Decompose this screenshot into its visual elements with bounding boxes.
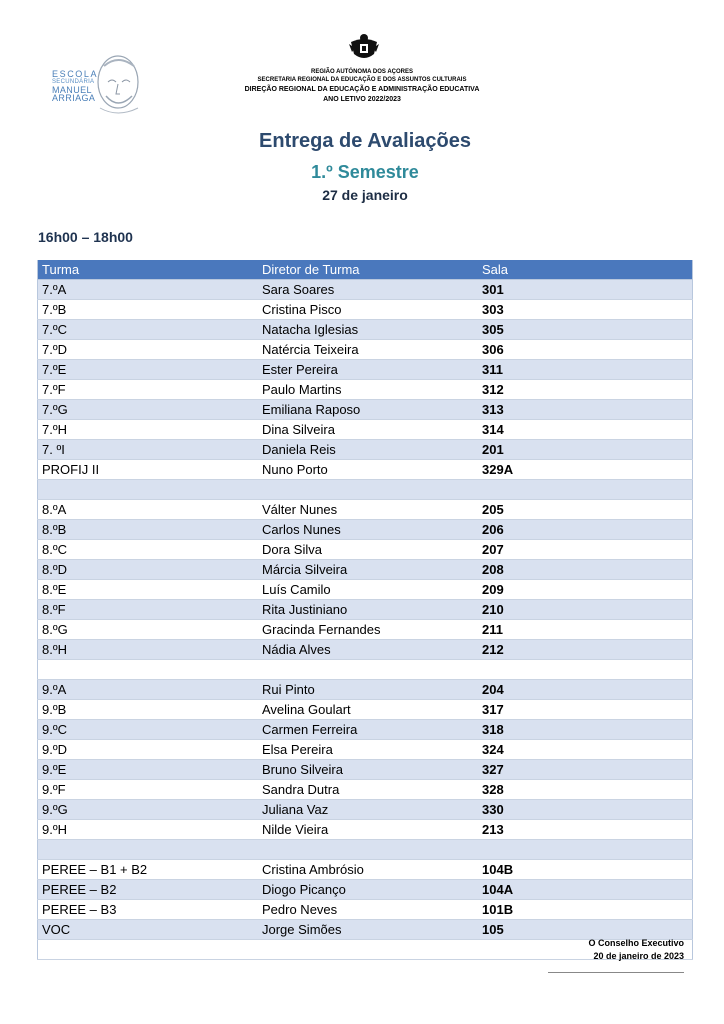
cell-sala: 330 — [478, 800, 693, 820]
cell-turma: PEREE – B3 — [38, 900, 259, 920]
table-row — [38, 620, 693, 640]
cell-diretor: Cristina Pisco — [258, 300, 478, 320]
cell-sala: 313 — [478, 400, 693, 420]
table-row — [38, 860, 693, 880]
table-row — [38, 340, 693, 360]
signature-line — [548, 972, 684, 973]
cell-sala: 101B — [478, 900, 693, 920]
cell-turma: 8.ºA — [38, 500, 259, 520]
table-row — [38, 600, 693, 620]
table-row — [38, 280, 693, 300]
table-row — [38, 560, 693, 580]
assessment-table — [37, 260, 693, 960]
cell-turma: 9.ºA — [38, 680, 259, 700]
cell-sala — [478, 660, 693, 680]
cell-turma: 7.ºF — [38, 380, 259, 400]
cell-turma: VOC — [38, 920, 259, 940]
cell-sala: 305 — [478, 320, 693, 340]
cell-diretor — [258, 660, 478, 680]
page-title: Entrega de Avaliações — [259, 130, 471, 152]
cell-diretor: Paulo Martins — [258, 380, 478, 400]
logo-line-arriaga: ARRIAGA — [52, 93, 96, 103]
cell-diretor: Natércia Teixeira — [258, 340, 478, 360]
cell-diretor: Márcia Silveira — [258, 560, 478, 580]
cell-sala — [478, 480, 693, 500]
time-slot: 16h00 – 18h00 — [38, 229, 133, 245]
cell-sala: 324 — [478, 740, 693, 760]
cell-turma — [38, 480, 259, 500]
cell-turma: 8.ºC — [38, 540, 259, 560]
cell-sala: 105 — [478, 920, 693, 940]
cell-diretor — [258, 940, 478, 960]
cell-turma: 7.ºH — [38, 420, 259, 440]
cell-turma: 8.ºD — [38, 560, 259, 580]
cell-diretor: Pedro Neves — [258, 900, 478, 920]
cell-sala: 204 — [478, 680, 693, 700]
cell-diretor: Jorge Simões — [258, 920, 478, 940]
school-logo — [46, 52, 146, 118]
table-row — [38, 580, 693, 600]
table-row — [38, 720, 693, 740]
cell-turma: 9.ºE — [38, 760, 259, 780]
cell-sala: 306 — [478, 340, 693, 360]
cell-diretor: Carmen Ferreira — [258, 720, 478, 740]
cell-diretor: Daniela Reis — [258, 440, 478, 460]
cell-turma — [38, 660, 259, 680]
page-subtitle: 1.º Semestre — [311, 162, 419, 182]
cell-turma: 9.ºF — [38, 780, 259, 800]
header-directorate: DIREÇÃO REGIONAL DA EDUCAÇÃO E ADMINISTRAÇÃO EDUCATIVA — [244, 86, 480, 93]
table-row — [38, 460, 693, 480]
header-region: REGIÃO AUTÓNOMA DOS AÇORES — [310, 69, 413, 75]
cell-diretor: Diogo Picanço — [258, 880, 478, 900]
cell-turma: PEREE – B1 + B2 — [38, 860, 259, 880]
table-row — [38, 640, 693, 660]
cell-diretor: Sara Soares — [258, 280, 478, 300]
table-row — [38, 900, 693, 920]
cell-turma: 7.ºA — [38, 280, 259, 300]
table-row — [38, 480, 693, 500]
cell-diretor: Rui Pinto — [258, 680, 478, 700]
table-row — [38, 800, 693, 820]
cell-sala: 209 — [478, 580, 693, 600]
cell-turma: 7.ºC — [38, 320, 259, 340]
logo-line-escola: ESCOLA — [52, 69, 99, 79]
cell-diretor: Dina Silveira — [258, 420, 478, 440]
cell-sala: 208 — [478, 560, 693, 580]
logo-line-manuel: MANUEL — [52, 85, 92, 95]
header-secretariat: SECRETARIA REGIONAL DA EDUCAÇÃO E DOS ASSUNTOS CULTURAIS — [257, 77, 467, 83]
cell-diretor: Juliana Vaz — [258, 800, 478, 820]
logo-line-secundaria: SECUNDÁRIA — [52, 79, 95, 85]
cell-turma: 8.ºE — [38, 580, 259, 600]
footer-date: 20 de janeiro de 2023 — [593, 951, 684, 961]
table-row — [38, 760, 693, 780]
cell-diretor: Sandra Dutra — [258, 780, 478, 800]
cell-turma: 8.ºG — [38, 620, 259, 640]
cell-diretor: Luís Camilo — [258, 580, 478, 600]
column-header-diretor: Diretor de Turma — [258, 260, 478, 280]
cell-sala: 104A — [478, 880, 693, 900]
table-row — [38, 440, 693, 460]
cell-turma: 7.ºD — [38, 340, 259, 360]
cell-turma: 9.ºC — [38, 720, 259, 740]
cell-sala: 213 — [478, 820, 693, 840]
cell-turma: 9.ºD — [38, 740, 259, 760]
table-row — [38, 680, 693, 700]
table-row — [38, 540, 693, 560]
table-row — [38, 780, 693, 800]
cell-sala: 104B — [478, 860, 693, 880]
table-row — [38, 300, 693, 320]
table-row — [38, 880, 693, 900]
table-row — [38, 700, 693, 720]
cell-turma: 9.ºB — [38, 700, 259, 720]
cell-turma: 8.ºF — [38, 600, 259, 620]
table-row — [38, 920, 693, 940]
cell-sala: 311 — [478, 360, 693, 380]
cell-diretor: Bruno Silveira — [258, 760, 478, 780]
cell-sala: 318 — [478, 720, 693, 740]
table-row — [38, 320, 693, 340]
column-header-turma: Turma — [38, 260, 259, 280]
cell-diretor: Nilde Vieira — [258, 820, 478, 840]
table-row — [38, 840, 693, 860]
header-school-year: ANO LETIVO 2022/2023 — [323, 96, 401, 103]
cell-turma: 7.ºE — [38, 360, 259, 380]
cell-diretor: Avelina Goulart — [258, 700, 478, 720]
cell-diretor: Nuno Porto — [258, 460, 478, 480]
cell-turma: 7.ºB — [38, 300, 259, 320]
cell-turma: 8.ºB — [38, 520, 259, 540]
cell-diretor: Emiliana Raposo — [258, 400, 478, 420]
cell-sala: 201 — [478, 440, 693, 460]
cell-sala: 314 — [478, 420, 693, 440]
cell-sala: 212 — [478, 640, 693, 660]
cell-turma: 9.ºG — [38, 800, 259, 820]
cell-diretor: Dora Silva — [258, 540, 478, 560]
table-row — [38, 420, 693, 440]
cell-sala: 301 — [478, 280, 693, 300]
cell-diretor — [258, 480, 478, 500]
cell-diretor: Ester Pereira — [258, 360, 478, 380]
table-body — [38, 280, 693, 960]
cell-diretor: Nádia Alves — [258, 640, 478, 660]
table-row — [38, 740, 693, 760]
cell-sala: 207 — [478, 540, 693, 560]
cell-sala: 329A — [478, 460, 693, 480]
cell-sala: 303 — [478, 300, 693, 320]
column-header-sala: Sala — [478, 260, 693, 280]
cell-sala — [478, 840, 693, 860]
cell-sala: 211 — [478, 620, 693, 640]
table-row — [38, 520, 693, 540]
cell-diretor: Natacha Iglesias — [258, 320, 478, 340]
footer-signer: O Conselho Executivo — [588, 938, 684, 948]
cell-diretor: Válter Nunes — [258, 500, 478, 520]
cell-turma: 8.ºH — [38, 640, 259, 660]
cell-turma: 7. ºI — [38, 440, 259, 460]
cell-diretor: Rita Justiniano — [258, 600, 478, 620]
table-row — [38, 400, 693, 420]
page-date: 27 de janeiro — [322, 187, 408, 203]
cell-sala: 327 — [478, 760, 693, 780]
cell-diretor: Cristina Ambrósio — [258, 860, 478, 880]
cell-sala: 317 — [478, 700, 693, 720]
cell-diretor: Carlos Nunes — [258, 520, 478, 540]
cell-diretor: Elsa Pereira — [258, 740, 478, 760]
cell-sala: 328 — [478, 780, 693, 800]
cell-turma: PEREE – B2 — [38, 880, 259, 900]
cell-sala: 210 — [478, 600, 693, 620]
cell-turma: PROFIJ II — [38, 460, 259, 480]
table-row — [38, 820, 693, 840]
cell-turma: 7.ºG — [38, 400, 259, 420]
cell-sala: 205 — [478, 500, 693, 520]
cell-sala: 206 — [478, 520, 693, 540]
table-row — [38, 500, 693, 520]
azores-crest-icon — [347, 32, 381, 64]
cell-turma — [38, 840, 259, 860]
table-header-row — [38, 260, 693, 280]
cell-turma: 9.ºH — [38, 820, 259, 840]
cell-diretor — [258, 840, 478, 860]
cell-sala: 312 — [478, 380, 693, 400]
table-row — [38, 380, 693, 400]
cell-diretor: Gracinda Fernandes — [258, 620, 478, 640]
cell-turma — [38, 940, 259, 960]
table-row — [38, 660, 693, 680]
table-row — [38, 360, 693, 380]
